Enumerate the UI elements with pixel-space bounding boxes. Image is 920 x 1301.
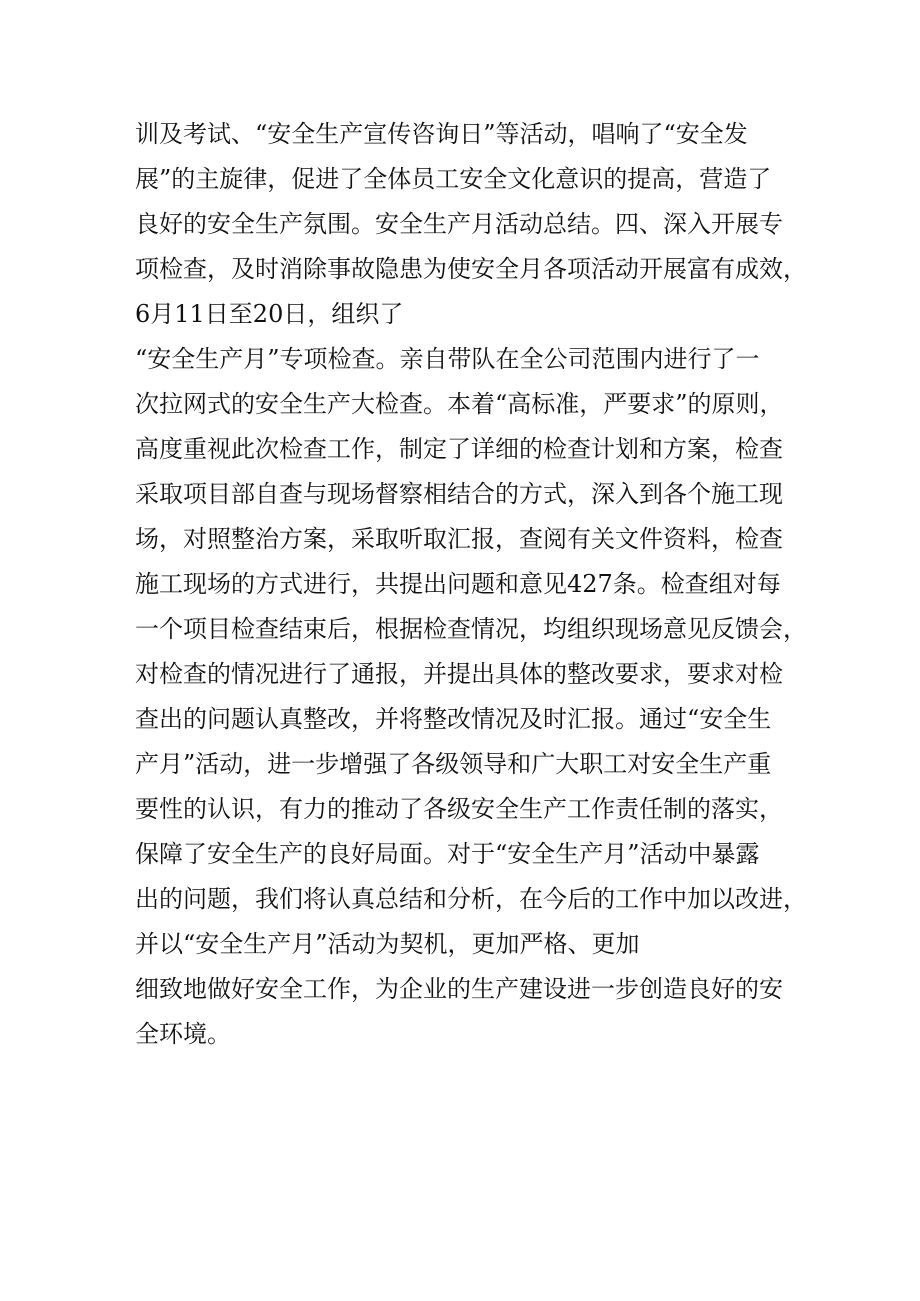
text-line: 保障了安全生产的良好局面。对于“安全生产月”活动中暴露 — [135, 840, 760, 868]
text-line: 次拉网式的安全生产大检查。本着“高标准，严要求”的原则， — [135, 390, 784, 418]
text-line: 全环境。 — [135, 1020, 231, 1048]
text-line: 细致地做好安全工作，为企业的生产建设进一步创造良好的安 — [135, 975, 783, 1003]
text-line: 项检查，及时消除事故隐患为使安全月各项活动开展富有成效， — [135, 255, 807, 283]
text-line: 并以“安全生产月”活动为契机，更加严格、更加 — [135, 930, 640, 958]
text-line: “安全生产月”专项检查。亲自带队在全公司范围内进行了一 — [135, 345, 760, 373]
text-line: 采取项目部自查与现场督察相结合的方式，深入到各个施工现 — [135, 480, 783, 508]
text-line: 对检查的情况进行了通报，并提出具体的整改要求，要求对检 — [135, 660, 783, 688]
text-line: 施工现场的方式进行，共提出问题和意见427条。检查组对每 — [135, 570, 781, 598]
text-line: 场，对照整治方案，采取听取汇报，查阅有关文件资料，检查 — [135, 525, 783, 553]
text-line: 良好的安全生产氛围。安全生产月活动总结。四、深入开展专 — [135, 210, 783, 238]
text-line: 查出的问题认真整改，并将整改情况及时汇报。通过“安全生 — [135, 705, 772, 733]
body-text — [135, 112, 815, 1057]
text-line: 要性的认识，有力的推动了各级安全生产工作责任制的落实， — [135, 795, 783, 823]
text-line: 出的问题，我们将认真总结和分析，在今后的工作中加以改进， — [135, 885, 807, 913]
text-line: 训及考试、“安全生产宣传咨询日”等活动，唱响了“安全发 — [135, 120, 748, 148]
text-line: 6月11日至20日，组织了 — [135, 300, 404, 328]
text-line: 高度重视此次检查工作，制定了详细的检查计划和方案，检查 — [135, 435, 783, 463]
text-line: 展”的主旋律，促进了全体员工安全文化意识的提高，营造了 — [135, 165, 772, 193]
text-line: 一个项目检查结束后，根据检查情况，均组织现场意见反馈会， — [135, 615, 807, 643]
text-line: 产月”活动，进一步增强了各级领导和广大职工对安全生产重 — [135, 750, 772, 778]
